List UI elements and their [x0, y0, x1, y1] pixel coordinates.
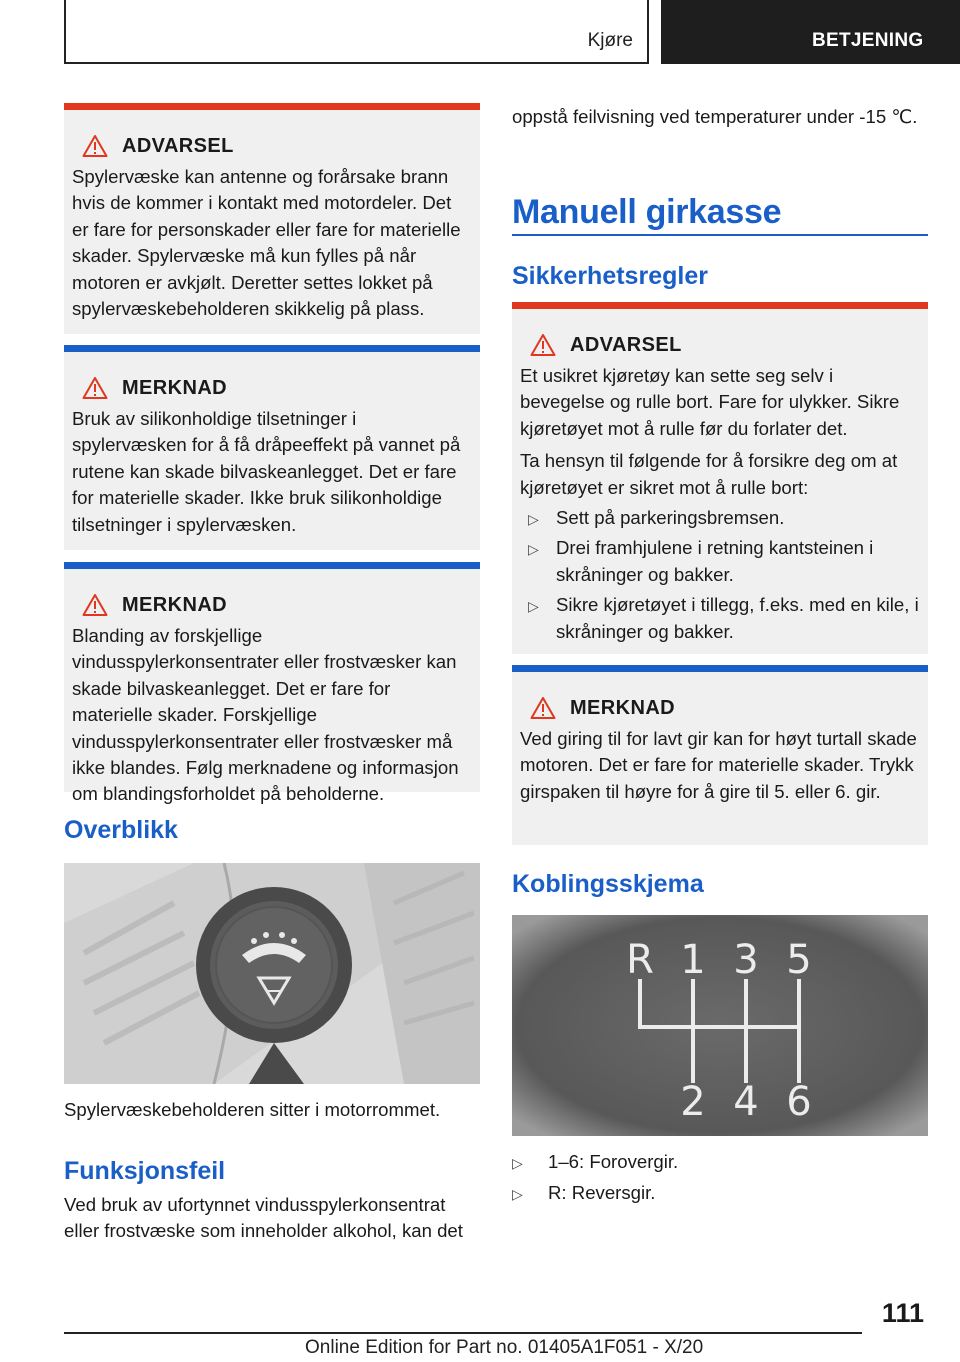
- warning-box-washer-fluid: [64, 103, 480, 334]
- list-item: ▷ 1–6: Forovergir.: [512, 1149, 928, 1175]
- main-heading: Manuell girkasse: [512, 193, 782, 231]
- list-item: ▷ Sett på parkeringsbremsen.: [520, 505, 920, 531]
- washer-reservoir-illustration: [64, 863, 480, 1084]
- note-title: MERKNAD: [122, 593, 228, 616]
- note-text: Blanding av forskjellige vindusspylerkonsentrater eller frostvæsker kan skade bilvaskeanlegget. Det er fare for materielle skader. Forskjellige vindusspylerkonsentrater eller frostvæsker må ikke blandes. Følg merknadene og informasjon om blandingsforholdet på beholderne.: [72, 625, 459, 805]
- shift-pattern-heading: Koblingsskjema: [512, 870, 704, 898]
- page-number: 111: [881, 1298, 924, 1328]
- warning-text: Spylervæske kan antenne og forårsake brann hvis de kommer i kontakt med motordeler. Det er fare for personskader eller fare for materielle skader. Spylervæske må kun fylles på når motoren er avkjølt. Deretter settes lokket på spylervæskebeholderen skikkelig på plass.: [72, 166, 461, 320]
- safety-heading: Sikkerhetsregler: [512, 262, 708, 290]
- gear-label-3: 3: [733, 937, 759, 983]
- gear-label-6: 6: [786, 1079, 812, 1125]
- note-box-mixing: [64, 562, 480, 805]
- shift-pattern-image: [512, 915, 928, 1136]
- warning-triangle-icon: [530, 333, 556, 357]
- warning-paragraph-1: Et usikret kjøretøy kan sette seg selv i bevegelse og rulle bort. Fare for ulykker. Sikre kjøretøyet mot å rulle før du forlater det.: [520, 365, 900, 439]
- note-box-engine-speed: [512, 665, 928, 845]
- gear-label-reverse: R: [626, 937, 654, 983]
- gear-label-2: 2: [680, 1079, 706, 1125]
- safety-list: [520, 505, 920, 645]
- gear-label-5: 5: [786, 937, 812, 983]
- header-chapter-label: BETJENING: [812, 30, 924, 51]
- bullet-icon: ▷: [512, 1155, 523, 1171]
- bullet-icon: ▷: [512, 1186, 523, 1203]
- overview-heading: Overblikk: [64, 816, 178, 844]
- header-section-title: Kjøre: [587, 30, 633, 51]
- warning-title: ADVARSEL: [570, 333, 682, 356]
- bullet-icon: ▷: [528, 511, 539, 528]
- bullet-icon: ▷: [528, 598, 539, 615]
- malfunction-text: Ved bruk av ufortynnet vindusspylerkonsentrat eller frostvæske som inneholder alkohol, kan det: [64, 1194, 463, 1242]
- heading-rule: [512, 234, 928, 236]
- list-item: ▷ Sikre kjøretøyet i tillegg, f.eks. med en kile, i skråninger og bakker.: [528, 594, 919, 642]
- note-triangle-icon: [530, 696, 556, 720]
- warning-title: ADVARSEL: [122, 134, 234, 157]
- note-title: MERKNAD: [122, 376, 228, 399]
- footer-rule: [64, 1332, 862, 1334]
- bullet-icon: ▷: [528, 541, 539, 558]
- note-text: Ved giring til for lavt gir kan for høyt turtall skade motoren. Det er fare for materielle skader. Trykk girspaken til høyre for å gire til 5. eller 6. gir.: [520, 728, 917, 802]
- list-item: ▷ R: Reversgir.: [512, 1180, 928, 1206]
- warning-paragraph-2: Ta hensyn til følgende for å forsikre deg om at kjøretøyet er sikret mot å rulle bort:: [520, 450, 898, 498]
- warning-box-rolling: [512, 302, 928, 654]
- list-item: ▷ Drei framhjulene i retning kantsteinen i skråninger og bakker.: [528, 537, 874, 585]
- note-triangle-icon: [82, 593, 108, 617]
- washer-reservoir-photo: [64, 863, 480, 1084]
- note-box-silicone: [64, 345, 480, 550]
- header-chapter-tab: [661, 0, 960, 64]
- header-section-box: [64, 0, 649, 64]
- note-triangle-icon: [82, 376, 108, 400]
- gear-label-1: 1: [680, 937, 706, 983]
- warning-triangle-icon: [82, 134, 108, 158]
- note-text: Bruk av silikonholdige tilsetninger i spylervæsken for å få dråpeeffekt på vannet på rutene kan skade bilvaskeanlegget. Det er fare for materielle skader. Ikke bruk silikonholdige tilsetninger i spylervæsken.: [72, 408, 461, 535]
- photo-caption: Spylervæskebeholderen sitter i motorrommet.: [64, 1099, 441, 1120]
- shift-pattern-diagram: [512, 915, 928, 1136]
- gear-legend-list: [512, 1149, 928, 1212]
- gear-label-4: 4: [733, 1079, 759, 1125]
- note-title: MERKNAD: [570, 696, 676, 719]
- footer-edition: Online Edition for Part no. 01405A1F051 - X/20: [305, 1337, 704, 1358]
- continued-text: oppstå feilvisning ved temperaturer under -15 ℃.: [512, 106, 918, 127]
- malfunction-heading: Funksjonsfeil: [64, 1157, 226, 1185]
